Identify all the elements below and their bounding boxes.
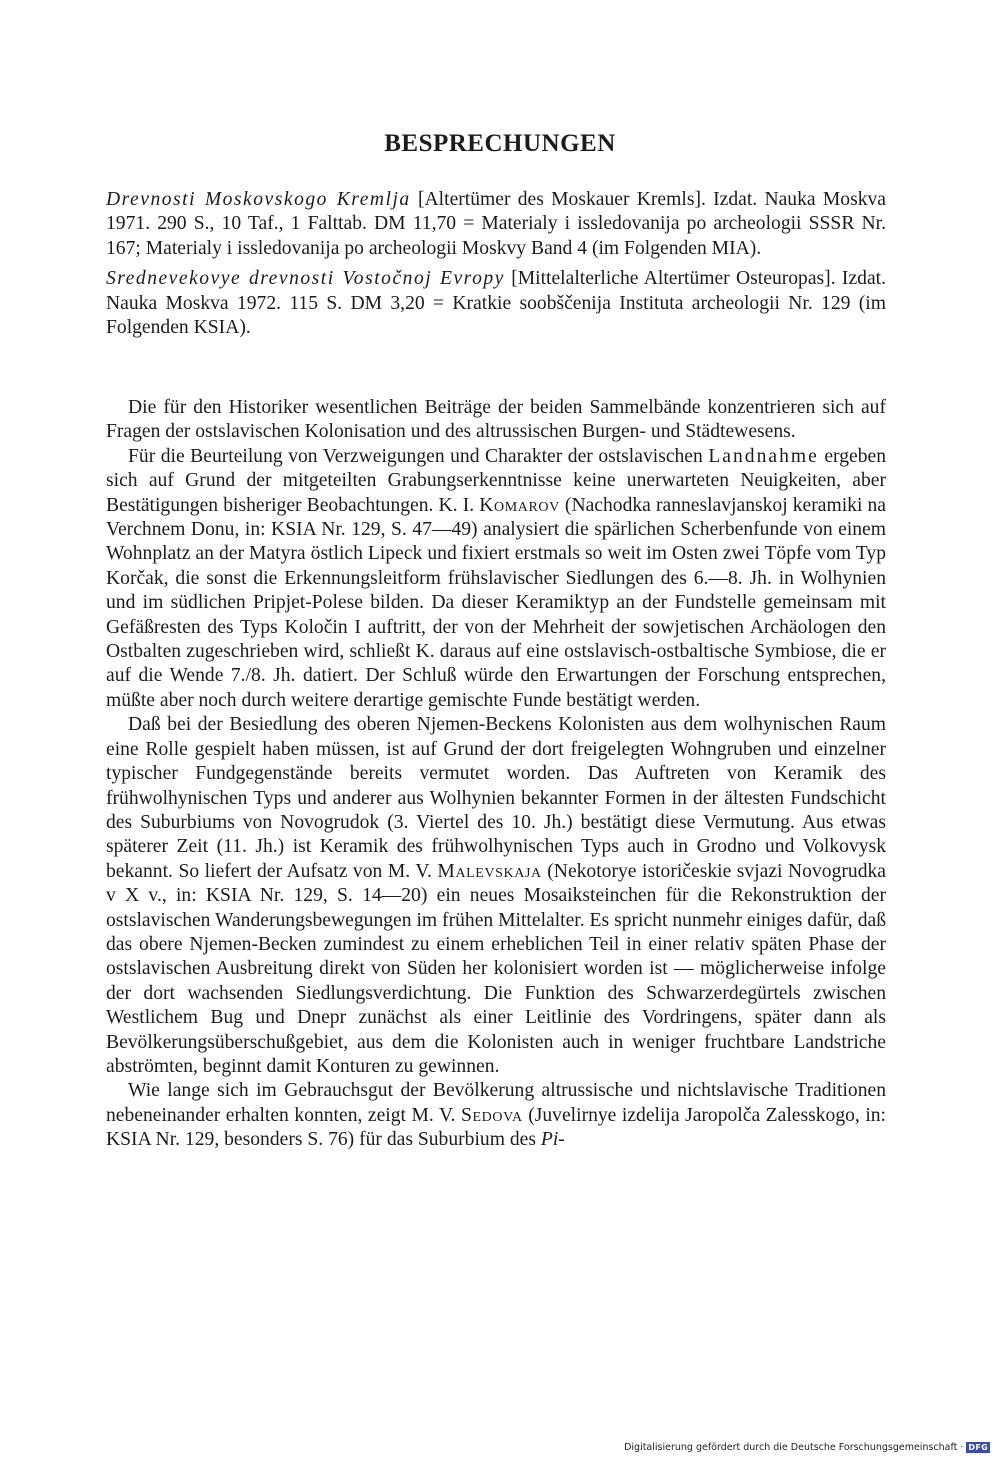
paragraph-text: (Nekotorye istoričeskie svjazi Novogrudka v X v., in: KSIA Nr. 129, S. 14—20) ein neues Mosaiksteinchen für die Rekonstruktion der ostslavischen Wanderungsbewegungen im frühen Mittelalter. Es spricht nunmehr einiges dafür, daß das obere Njemen-Becken zumindest zu einem erheblichen Teil in einer relativ späten Phase der ostslavischen Ausbreitung direkt von Süden her kolonisiert worden ist — möglicherweise infolge der dort wachsenden Siedlungsverdichtung. Die Funktion des Schwarzerdegürtels zwischen Westlichem Bug und Dnepr zunächst als einer Leitlinie des Vordringens, später dann als Bevölkerungsüberschußgebiet, aus dem die Kolonisten auch in weniger fruchtbare Landstriche abströmten, beginnt damit Konturen zu gewinnen. xyxy=(106,860,886,1077)
dfg-logo: DFG xyxy=(968,1443,988,1452)
paragraph-text: (Nachodka ranneslavjanskoj keramiki na Verchnem Donu, in: KSIA Nr. 129, S. 47—49) analysiert die spärlichen Scherbenfunde von einem Wohnplatz an der Matyra östlich Lipeck und fixiert erstmals so weit im Osten zwei Töpfe vom Typ Korčak, die sonst die Erkennungsleitform frühslavischer Siedlungen des 6.—8. Jh. in Wolhynien und im südlichen Pripjet-Polese bilden. Da dieser Keramiktyp an der Fundstelle gemeinsam mit Gefäßresten des Typs Koločin I auftritt, der von der Mehrheit der sowjetischen Archäologen den Ostbalten zugeschrieben wird, schließt K. daraus auf eine ostslavisch-ostbaltische Symbiose, die er auf die Wende 7./8. Jh. datiert. Der Schluß würde den Erwartungen der Forschung entsprechen, müßte aber noch durch weitere derartige gemischte Funde bestätigt werden. xyxy=(106,494,886,711)
review-body xyxy=(106,396,886,1153)
paragraph-2 xyxy=(106,445,886,713)
bibliography-text: [Mittelalterliche Altertümer Osteuropas]. Izdat. Nauka Moskva 1972. 115 S. DM 3,20 = Kratkie soobščenija Instituta archeologii Nr. 129 (im Folgenden KSIA). xyxy=(106,268,886,339)
bibliography-title: Srednevekovye drevnosti Vostočnoj Evropy xyxy=(106,268,505,290)
paragraph-1: Die für den Historiker wesentlichen Beiträge der beiden Sammelbände konzentrieren sich auf Fragen der ostslavischen Kolonisation und des altrussischen Burgen- und Städtewesens. xyxy=(106,397,886,443)
bibliography-entry xyxy=(106,188,886,261)
italic-fragment: Pi- xyxy=(540,1129,565,1151)
digitization-footer xyxy=(624,1442,990,1453)
paragraph-text: ergeben sich auf Grund der mitgeteilten Grabungserkenntnisse keine unerwarteten Neuigkeiten, aber Bestätigungen bisheriger Beobachtungen. K. I. xyxy=(106,445,886,516)
footer-text: Digitalisierung gefördert durch die Deutsche Forschungsgemeinschaft · xyxy=(624,1442,964,1453)
bibliography-entry xyxy=(106,267,886,340)
bibliography xyxy=(106,188,886,346)
author-name: Komarov xyxy=(479,494,560,516)
bibliography-title: Drevnosti Moskovskogo Kremlja xyxy=(106,189,411,210)
paragraph-text: Für die Beurteilung von Verzweigungen und Charakter der ostslavischen xyxy=(128,445,709,467)
author-name: Sedova xyxy=(461,1104,523,1126)
author-name: Malevskaja xyxy=(437,860,542,882)
page-title: BESPRECHUNGEN xyxy=(384,130,616,157)
paragraph-3 xyxy=(106,713,886,1079)
paragraph-4 xyxy=(106,1079,886,1152)
bibliography-text: [Altertümer des Moskauer Kremls]. Izdat. Nauka Moskva 1971. 290 S., 10 Taf., 1 Falttab. DM 11,70 = Materialy i issledovanija po archeologii SSSR Nr. 167; Materialy i issledovanija po archeologii Moskvy Band 4 (im Folgenden MIA). xyxy=(106,189,886,259)
paragraph-text: (Juvelirnye izdelija Jaropolča Zalesskogo, in: KSIA Nr. 129, besonders S. 76) für das Suburbium des xyxy=(106,1104,887,1151)
paragraph-text: Wie lange sich im Gebrauchsgut der Bevölkerung altrussische und nichtslavische Traditionen nebeneinander erhalten konnten, zeigt M. V. xyxy=(106,1080,886,1126)
paragraph-text: Daß bei der Besiedlung des oberen Njemen-Beckens Kolonisten aus dem wolhynischen Raum eine Rolle gespielt haben müssen, ist auf Grund der dort freigelegten Wohngruben und einzelner typischer Fundgegenstände bereits vermutet worden. Das Auftreten von Keramik des frühwolhynischen Typs und anderer aus Wolhynien bekannter Formen in der ältesten Fundschicht des Suburbiums von Novogrudok (3. Viertel des 10. Jh.) bestätigt diese Vermutung. Aus etwas späterer Zeit (11. Jh.) ist Keramik des frühwolhynischen Typs auch in Grodno und Volkovysk bekannt. So liefert der Aufsatz von M. V. xyxy=(106,714,886,882)
spaced-word: Landnahme xyxy=(708,445,819,467)
